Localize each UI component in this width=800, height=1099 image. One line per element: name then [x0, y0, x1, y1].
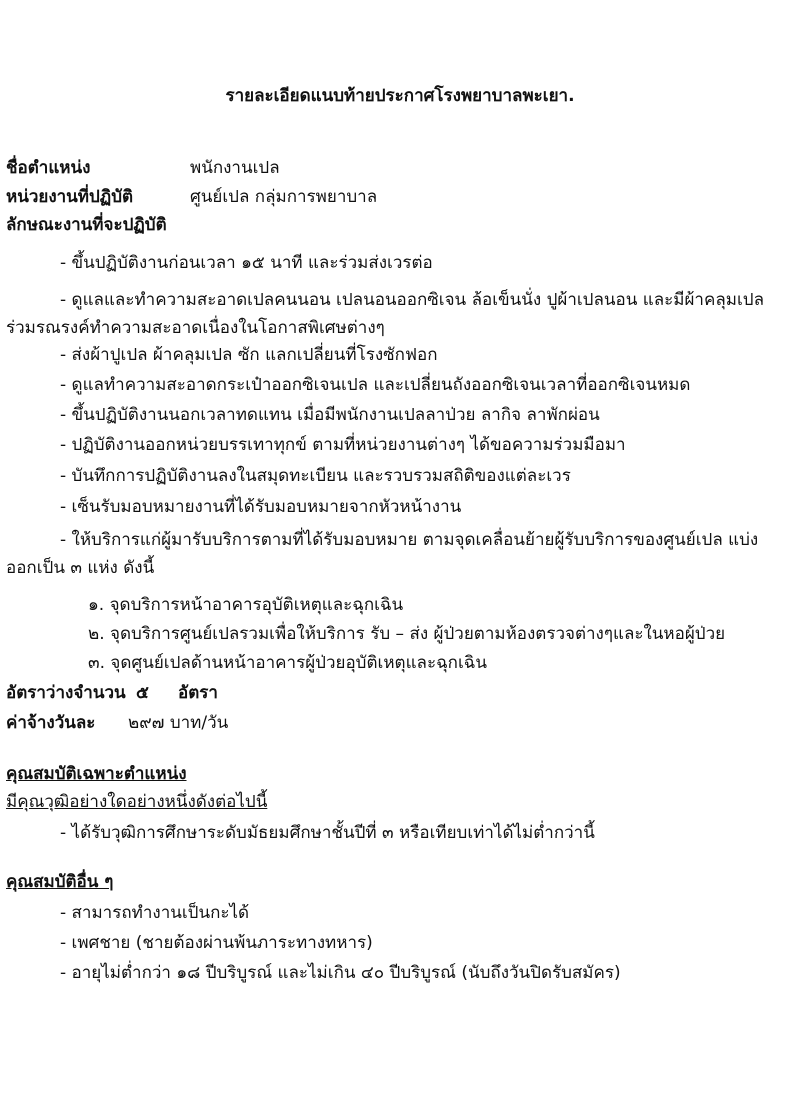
wage-row [6, 710, 228, 736]
unit-value: ศูนย์เปล กลุ่มการพยาบาล [190, 187, 378, 207]
position-value: พนักงานเปล [190, 158, 280, 178]
qualification-heading: คุณสมบัติเฉพาะตำแหน่ง [6, 764, 187, 784]
service-point: ๓. จุดศูนย์เปลด้านหน้าอาคารผู้ป่วยอุบัติเหตุและฉุกเฉิน [88, 653, 487, 673]
duty-item: - เซ็นรับมอบหมายงานที่ได้รับมอบหมายจากหัวหน้างาน [60, 497, 462, 517]
duty-item: - ส่งผ้าปูเปล ผ้าคลุมเปล ซัก แลกเปลี่ยนที่โรงซักฟอก [60, 345, 438, 365]
duty-item: - ขึ้นปฏิบัติงานก่อนเวลา ๑๕ นาที และร่วมส่งเวรต่อ [60, 253, 433, 273]
vacancy-unit: อัตรา [178, 683, 218, 703]
service-point: ๑. จุดบริการหน้าอาคารอุบัติเหตุและฉุกเฉิน [88, 595, 404, 615]
position-label: ชื่อตำแหน่ง [6, 158, 91, 178]
wage-label: ค่าจ้างวันละ [6, 713, 96, 733]
other-qualification-heading: คุณสมบัติอื่น ๆ [6, 872, 114, 892]
service-point: ๒. จุดบริการศูนย์เปลรวมเพื่อให้บริการ รับ – ส่ง ผู้ป่วยตามห้องตรวจต่างๆและในหอผู้ป่วย [88, 624, 726, 644]
vacancy-count: ๕ [136, 683, 149, 703]
vacancy-label: อัตราว่างจำนวน [6, 683, 126, 703]
qualification-intro: มีคุณวุฒิอย่างใดอย่างหนึ่งดังต่อไปนี้ [6, 792, 268, 812]
duty-item: - บันทึกการปฏิบัติงานลงในสมุดทะเบียน และรวบรวมสถิติของแต่ละเวร [60, 466, 571, 486]
duties-heading: ลักษณะงานที่จะปฏิบัติ [6, 215, 167, 235]
duties-heading-row [6, 212, 167, 238]
duty-item: - ปฏิบัติงานออกหน่วยบรรเทาทุกข์ ตามที่หน่วยงานต่างๆ ได้ขอความร่วมมือมา [60, 435, 626, 455]
other-qualification-item: - อายุไม่ต่ำกว่า ๑๘ ปีบริบูรณ์ และไม่เกิน ๔๐ ปีบริบูรณ์ (นับถึงวันปิดรับสมัคร) [60, 963, 621, 983]
qualification-item: - ได้รับวุฒิการศึกษาระดับมัธยมศึกษาชั้นปีที่ ๓ หรือเทียบเท่าได้ไม่ต่ำกว่านี้ [60, 823, 595, 843]
duty-item: - ขึ้นปฏิบัติงานนอกเวลาทดแทน เมื่อมีพนักงานเปลลาป่วย ลากิจ ลาพักผ่อน [60, 405, 600, 425]
other-qualification-item: - เพศชาย (ชายต้องผ่านพ้นภาระทางทหาร) [60, 933, 373, 953]
duty-item-wrapped: - ให้บริการแก่ผู้มารับบริการตามที่ได้รับมอบหมาย ตามจุดเคลื่อนย้ายผู้รับบริการของศูนย์เปล แบ่งออกเป็น ๓ แห่ง ดังนี้ [6, 530, 759, 578]
duty-item-wrapped: - ดูแลและทำความสะอาดเปลคนนอน เปลนอนออกซิเจน ล้อเข็นนั่ง ปูผ้าเปลนอน และมีผ้าคลุมเปล ร่วมรณรงค์ทำความสะอาดเนื่องในโอกาสพิเศษต่างๆ [6, 290, 764, 338]
unit-label: หน่วยงานที่ปฏิบัติ [6, 187, 134, 207]
duty-item: - ดูแลทำความสะอาดกระเป๋าออกซิเจนเปล และเปลี่ยนถังออกซิเจนเวลาที่ออกซิเจนหมด [60, 375, 691, 395]
other-qualification-item: - สามารถทำงานเป็นกะได้ [60, 903, 250, 923]
wage-value: ๒๙๗ บาท/วัน [128, 713, 229, 733]
document-title: รายละเอียดแนบท้ายประกาศโรงพยาบาลพะเยา. [225, 86, 575, 106]
unit-row [6, 184, 377, 210]
position-row [6, 155, 280, 181]
vacancy-row [6, 680, 218, 706]
